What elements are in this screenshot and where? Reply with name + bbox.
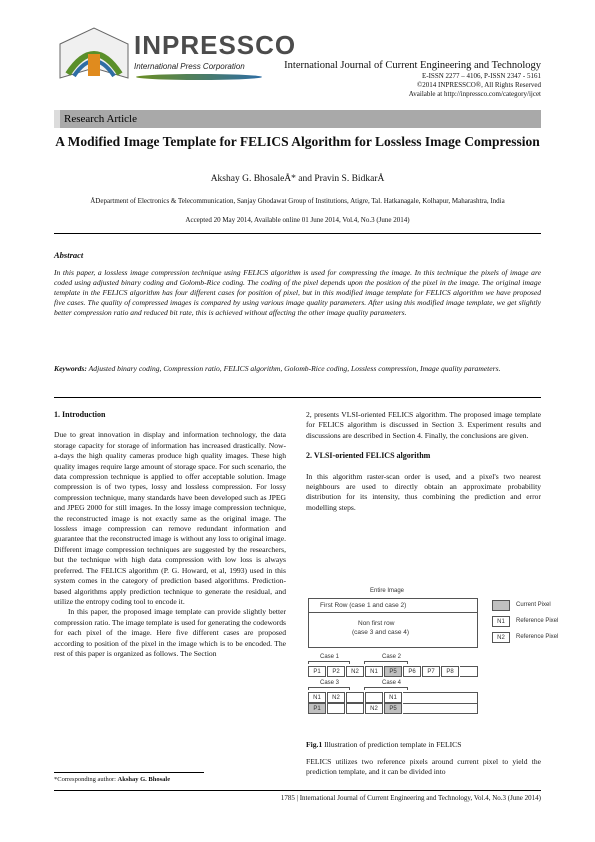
footnote-label: *Corresponding author: bbox=[54, 776, 116, 783]
footer-rule bbox=[54, 790, 541, 791]
pixel-cell: P5 bbox=[384, 703, 402, 714]
pixel-cell: P6 bbox=[403, 666, 421, 677]
abstract-heading: Abstract bbox=[54, 250, 84, 260]
pixel-cell bbox=[365, 692, 383, 703]
case-1-brace bbox=[308, 661, 350, 664]
pixel-cell: N1 bbox=[365, 666, 383, 677]
publication-dates: Accepted 20 May 2014, Available online 01 June 2014, Vol.4, No.3 (June 2014) bbox=[185, 216, 410, 224]
case-4-label: Case 4 bbox=[382, 680, 402, 686]
legend-n1-cell: N1 bbox=[492, 616, 510, 627]
section-1-paragraph-1: Due to great innovation in display and information technology, the data storage capacity for storage of information has increased drastically. Now-a-days the high quality cameras produce high quality images. These high quality images require large amount of storage space. For such scenario, the data compression technique is applied to offer acceptable solution. Image compression is of two types, lossy and lossless compression. For lossy compression technique, many standards have been developed such as JPEG and JPEG 2000 for still images. In the lossy image compression technique, the reconstructed image is not exactly same as the original image. The lossless image compression can remove redundant information and guarantee that the reconstructed image is without any loss to original image. Different image compression techniques are suggested by the researchers, but the technique with high data compression with low loss is always preferred. The FELICS algorithm (P. G. Howard, et al, 1993) used in this system comes in the category of prediction based algorithms. Prediction-based algorithms apply prediction technique to generate the residual, and utilize the entropy coding tool to encode it. bbox=[54, 430, 286, 606]
figure-caption-label: Fig.1 bbox=[306, 740, 323, 749]
availability-link[interactable]: Available at http://inpressco.com/category/ijcet bbox=[408, 90, 541, 98]
pixel-cell: P1 bbox=[308, 703, 326, 714]
header-rule bbox=[54, 233, 541, 234]
keywords bbox=[54, 364, 541, 374]
case-3-brace bbox=[308, 687, 350, 690]
legend-ref1-label: Reference Pixel bbox=[516, 618, 559, 624]
pixel-cell: P1 bbox=[308, 666, 326, 677]
row-2-line bbox=[403, 692, 478, 703]
case-2-brace bbox=[364, 661, 408, 664]
section-2-paragraph-1: In this algorithm raster-scan order is used, and a pixel's two nearest neighbours are used to directly obtain an approximate probability distribution for its intensity, thus combining the prediction and error modelling steps. bbox=[306, 471, 541, 512]
pixel-cell bbox=[346, 703, 364, 714]
authors: Akshay G. BhosaleÅ* and Pravin S. BidkarÅ bbox=[210, 174, 385, 184]
affiliation: ÅDepartment of Electronics & Telecommunication, Sanjay Ghodawat Group of Institutions, Atigre, Tal. Hatkanagale, Kolhapur, Maharashtra, India bbox=[90, 197, 505, 205]
pixel-cell: P7 bbox=[422, 666, 440, 677]
pixel-cell: N2 bbox=[365, 703, 383, 714]
page-footer: 1785 | International Journal of Current Engineering and Technology, Vol.4, No.3 (June 2014) bbox=[280, 794, 541, 802]
case-2-label: Case 2 bbox=[382, 654, 402, 660]
prediction-template-figure bbox=[306, 588, 559, 728]
right-paragraph-2-wrap bbox=[306, 757, 541, 778]
legend-ref2-label: Reference Pixel bbox=[516, 634, 559, 640]
copyright: ©2014 INPRESSCO®, All Rights Reserved bbox=[416, 81, 541, 89]
legend-current-swatch bbox=[492, 600, 510, 611]
logo-text: INPRESSCO bbox=[134, 30, 297, 60]
pixel-cell: N1 bbox=[384, 692, 402, 703]
legend-current-label: Current Pixel bbox=[516, 602, 551, 608]
abstract-text: In this paper, a lossless image compression technique using FELICS algorithm is used for compressing the image. In this technique the pixels of image are coded using adjusted binary coding and Golomb-Rice coding. The coding of the pixel depends upon the position of the pixel in the image. The original image template in the FELICS algorithm has four different cases for position of pixel, but in this modified image template for FELICS algorithm we have proposed five cases. The quality of compressed images is compared by using various image quality parameters. After using this modified image template, we get slightly better compression ratio and reduced bit rate, this is achieved without affecting the other image quality parameters. bbox=[54, 268, 541, 318]
right-paragraph-1: 2, presents VLSI-oriented FELICS algorithm. The proposed image template for FELICS algorithm is discussed in Section 3. Experiment results and discussions are described in Section 4. Finally, the conclusions are given. bbox=[306, 410, 541, 440]
publisher-logo bbox=[54, 24, 297, 90]
keywords-text: Adjusted binary coding, Compression ratio, FELICS algorithm, Golomb-Rice coding, Lossless compression, Image quality parameters. bbox=[88, 364, 501, 373]
journal-info bbox=[241, 59, 541, 99]
row-1-line bbox=[460, 666, 478, 677]
case-4-brace bbox=[364, 687, 408, 690]
left-column bbox=[54, 410, 286, 659]
pixel-cell bbox=[327, 703, 345, 714]
figure-caption-text: Illustration of prediction template in FELICS bbox=[322, 740, 462, 749]
non-first-row-label-1: Non first row bbox=[358, 620, 395, 627]
section-1-paragraph-2: In this paper, the proposed image template can provide slightly better compression ratio. The image template is used for generating the codewords for each pixel of the image. Here five different cases are proposed according to position of the pixel in the image which is to be encoded. The rest of this paper is organized as follows. The Section bbox=[54, 607, 286, 658]
article-type-banner: Research Article bbox=[54, 110, 541, 128]
pixel-cell bbox=[346, 692, 364, 703]
first-row-divider bbox=[308, 612, 478, 613]
first-row-label: First Row (case 1 and case 2) bbox=[320, 602, 407, 609]
logo-tagline: International Press Corporation bbox=[134, 62, 245, 71]
pixel-cell: P8 bbox=[441, 666, 459, 677]
pixel-cell: N2 bbox=[346, 666, 364, 677]
section-1-heading: 1. Introduction bbox=[54, 410, 106, 419]
abstract-rule bbox=[54, 397, 541, 398]
row-3-line bbox=[403, 703, 478, 714]
figure-caption bbox=[306, 740, 461, 749]
right-column bbox=[306, 410, 541, 513]
legend-n2-cell: N2 bbox=[492, 632, 510, 643]
non-first-row-label-2: (case 3 and case 4) bbox=[352, 629, 410, 636]
pixel-cell: P5 bbox=[384, 666, 402, 677]
footnote-rule bbox=[54, 772, 204, 773]
section-2-heading: 2. VLSI-oriented FELICS algorithm bbox=[306, 451, 431, 461]
paper-title: A Modified Image Template for FELICS Algorithm for Lossless Image Compression bbox=[55, 134, 540, 149]
case-1-label: Case 1 bbox=[320, 654, 340, 660]
pixel-cell: N1 bbox=[308, 692, 326, 703]
journal-title: International Journal of Current Engineering and Technology bbox=[284, 60, 541, 71]
footnote-name: Akshay G. Bhosale bbox=[117, 776, 171, 783]
keywords-label: Keywords: bbox=[54, 364, 87, 373]
footnote bbox=[54, 776, 170, 783]
logo-mark-icon bbox=[54, 24, 132, 86]
case-3-label: Case 3 bbox=[320, 680, 340, 686]
pixel-cell: N2 bbox=[327, 692, 345, 703]
right-paragraph-2: FELICS utilizes two reference pixels around current pixel to yield the prediction template, and it can be divided into bbox=[306, 757, 541, 777]
issn: E-ISSN 2277 – 4106, P-ISSN 2347 - 5161 bbox=[421, 72, 541, 80]
entire-image-label: Entire Image bbox=[370, 588, 405, 594]
pixel-cell: P2 bbox=[327, 666, 345, 677]
